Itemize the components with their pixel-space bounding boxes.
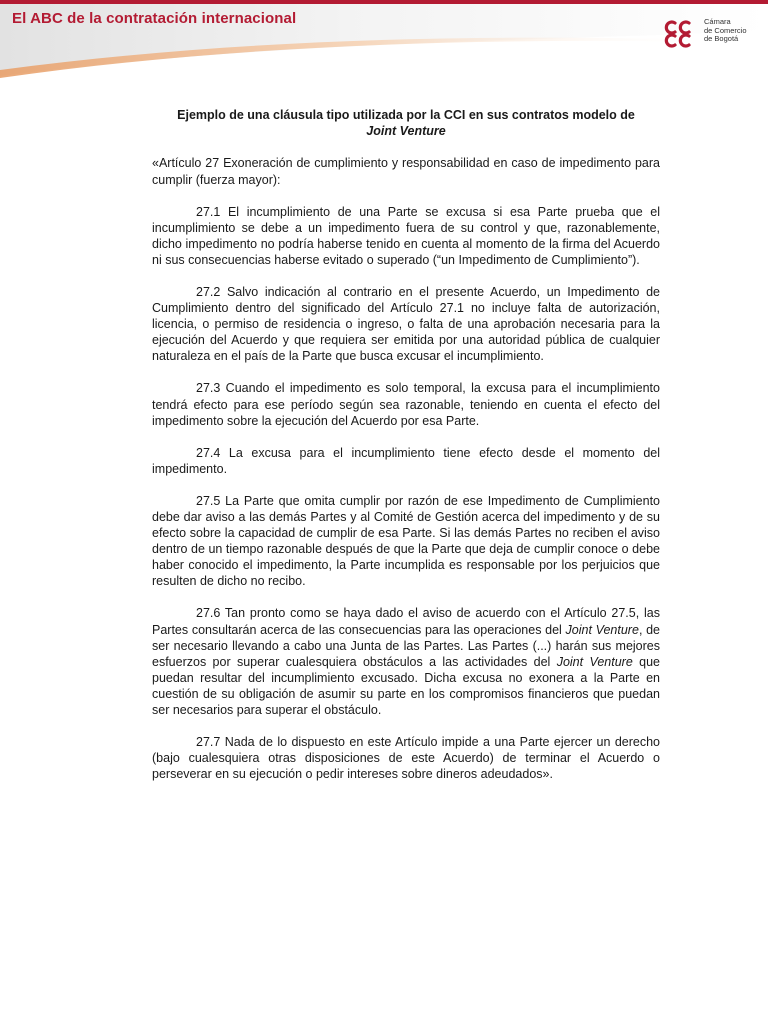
clause-27-7: 27.7 Nada de lo dispuesto en este Artículo impide a una Parte ejercer un derecho (bajo cualesquiera otras disposiciones de este Acuerdo) de terminar el Acuerdo o perseverar en su ejecución o pedir intereses sobre dineros adeudados». xyxy=(152,735,660,782)
header-top-stripe xyxy=(0,0,768,4)
ccb-logo xyxy=(662,16,762,52)
document-title-subject: Joint Venture xyxy=(366,124,446,139)
clause-27-5: 27.5 La Parte que omita cumplir por razón de ese Impedimento de Cumplimiento debe dar aviso a las demás Partes y al Comité de Gestión acerca del impedimento y de su efecto sobre la capacidad de cumplir de esa Parte. Si las demás Partes no reciben el aviso dentro de un tiempo razonable después de que la Parte que deja de cumplir conoce o debe haber conocido el impedimento, la Parte incumplida es responsable por los perjuicios que resulten de dicho no recibo. xyxy=(152,493,660,589)
clause-27-6-text: que puedan resultar del incumplimiento excusado. Dicha excusa no exonera a la Parte en cuestión de su obligación de asumir su parte en los compromisos financieros que puedan ser necesarios para superar el obstáculo. xyxy=(152,654,660,718)
logo-line: de Comercio xyxy=(704,25,747,35)
logo-line: Cámara xyxy=(704,17,731,26)
header-title: El ABC de la contratación internacional xyxy=(12,10,297,27)
document-title-line: Ejemplo de una cláusula tipo utilizada por la CCI en sus contratos modelo de xyxy=(177,108,635,122)
clause-27-3: 27.3 Cuando el impedimento es solo temporal, la excusa para el incumplimiento tendrá efecto para ese período según sea razonable, teniendo en cuenta el efecto del impedimento sobre la ejecución del Acuerdo por esa Parte. xyxy=(152,381,660,428)
logo-line: de Bogotá xyxy=(704,34,739,44)
clause-27-4: 27.4 La excusa para el incumplimiento tiene efecto desde el momento del impedimento. xyxy=(152,445,660,476)
ccb-logo-icon xyxy=(662,18,700,50)
document-title xyxy=(152,107,660,139)
clause-27-6 xyxy=(152,605,660,718)
clause-27-1: 27.1 El incumplimiento de una Parte se excusa si esa Parte prueba que el incumplimiento se debe a un impedimento fuera de su control y que, razonablemente, dicho impedimento no podría haberse tenido en cuenta al momento de la firma del Acuerdo ni sus consecuencias haberse evitado o superado (“un Impedimento de Cumplimiento”). xyxy=(152,204,660,267)
clause-27-6-text: , de ser necesario llevando a cabo una Junta de las Partes. Las Partes (...) harán sus mejores esfuerzos por superar cualesquiera obstáculos a las actividades del xyxy=(152,622,661,669)
document-body xyxy=(152,107,660,798)
article-heading: «Artículo 27 Exoneración de cumplimiento y responsabilidad en caso de impedimento para cumplir (fuerza mayor): xyxy=(152,156,660,187)
clause-27-6-emphasis: Joint Venture xyxy=(565,622,639,637)
clause-27-2: 27.2 Salvo indicación al contrario en el presente Acuerdo, un Impedimento de Cumplimiento dentro del significado del Artículo 27.1 no incluye falta de autorización, licencia, o permiso de residencia o ingreso, o falta de una aprobación necesaria para la ejecución del Acuerdo y que requiera ser emitida por una autoridad pública de cualquier naturaleza en el país de la Parte que busca excusar el incumplimiento. xyxy=(152,284,660,364)
clause-27-6-text: 27.6 Tan pronto como se haya dado el aviso de acuerdo con el Artículo 27.5, las Partes consultarán acerca de las consecuencias para las operaciones del xyxy=(152,606,660,637)
page-header xyxy=(0,0,768,82)
ccb-logo-text xyxy=(704,18,747,44)
clause-27-6-emphasis: Joint Venture xyxy=(556,654,633,669)
